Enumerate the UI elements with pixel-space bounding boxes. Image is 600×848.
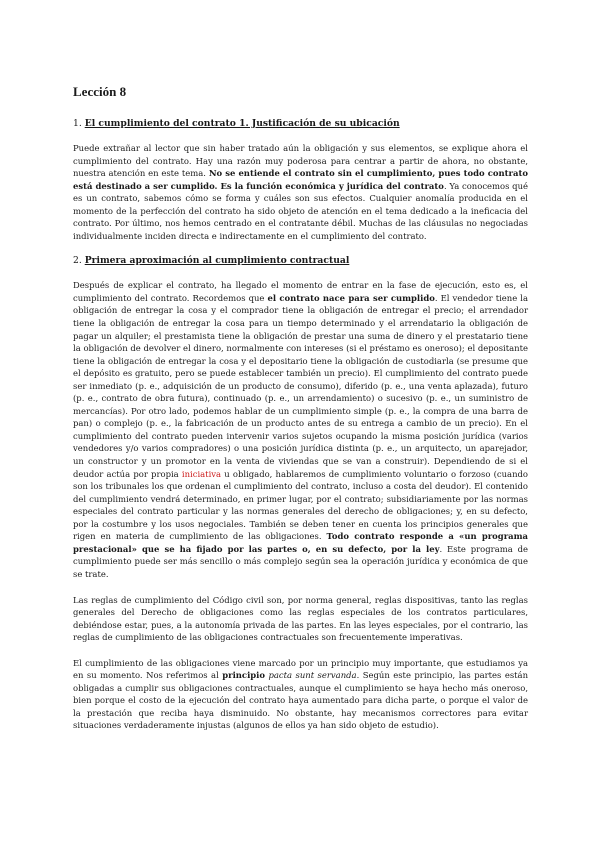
bold-run: Todo contrato responde a «un programa prestacional» que se ha fijado por las partes o, en su defecto, por la ley	[73, 531, 529, 554]
text-run: u obligado, hablaremos de cumplimiento voluntario o forzoso (cuando son los tribunales los que ordenan el cumplimiento del contrato, incluso a costa del deudor). El contenido del cumplimiento vendrá determinado, en primer lugar, por el contrato; subsidiariamente por las normas especiales del contrato particular y las normas generales del derecho de obligaciones; y, en su defecto, por la costumbre y los usos negociales. También se deben tener en cuenta los principios generales que rigen en materia de cumplimiento de las obligaciones.	[73, 468, 528, 542]
section-2-title: Primera aproximación al cumplimiento contractual	[84, 255, 350, 267]
section-2-heading	[73, 255, 528, 267]
text-run: . Según este principio, las partes están obligadas a cumplir sus obligaciones contractuales, aunque el cumplimiento se haya hecho más oneroso, bien porque el costo de la ejecución del contrato haya aumentado para dicha parte, o porque el valor de la prestación que reciba haya disminuido. No obstante, hay mecanismos correctores para evitar situaciones verdaderamente injustas (algunos de ellos ya han sido objeto de estudio).	[73, 670, 529, 731]
text-run: . El vendedor tiene la obligación de entregar la cosa y el comprador tiene la obligación de entregar el precio; el arrendador tiene la obligación de entregar la cosa para un tiempo determinado y el arrendatario la obligación de pagar un alquiler; el prestamista tiene la obligación de prestar una suma de dinero y el prestatario tiene la obligación de devolver el dinero, normalmente con intereses (si el préstamo es oneroso); el depositante tiene la obligación de entregar la cosa y el depositario tiene la obligación de custodiarla (se presume que el depósito es gratuito, pero se puede establecer también un precio). El cumplimiento del contrato puede ser inmediato (p. e., adquisición de un producto de consumo), diferido (p. e., una venta aplazada), futuro (p. e., contrato de obra futura), continuado (p. e., un arrendamiento) o sucesivo (p. e., un suministro de mercancías). Por otro lado, podemos hablar de un cumplimiento simple (p. e., la compra de una barra de pan) o complejo (p. e., la fabricación de un producto antes de su entrega a cambio de un precio). En el cumplimiento del contrato pueden intervenir varios sujetos ocupando la misma posición jurídica (varios vendedores y/o varios compradores) o una posición jurídica distinta (p. e., un arquitecto, un aparejador, un constructor y un promotor en la venta de viviendas que se van a construir). Dependiendo de si el deudor actúa por propia	[73, 292, 529, 479]
section-1-heading	[73, 118, 528, 130]
bold-run: principio	[222, 670, 266, 681]
bold-run: No se entiende el contrato sin el cumplimiento, pues todo contrato está destinado a ser cumplido. Es la función económica y jurídica del contrato	[73, 168, 528, 191]
section-1-number: 1.	[73, 118, 82, 129]
section-2-paragraph-2: Las reglas de cumplimiento del Código civil son, por norma general, reglas dispositivas, tanto las reglas generales del Derecho de obligaciones como las reglas especiales de los contratos particulares, debiéndose estar, pues, a la autonomía privada de las partes. En las leyes especiales, por el contrario, las reglas de cumplimiento de las obligaciones contractuales son frecuentemente imperativas.	[73, 594, 528, 643]
text-run: Después de explicar el contrato, ha llegado el momento de entrar en la fase de ejecución, esto es, el cumplimiento del contrato. Recordemos que	[73, 280, 528, 303]
lesson-title: Lección 8	[73, 84, 127, 99]
section-2-paragraph-1	[73, 279, 528, 580]
section-2-paragraph-3	[73, 657, 528, 732]
text-run: Puede extrañar al lector que sin haber tratado aún la obligación y sus elementos, se explique ahora el cumplimiento del contrato. Hay una razón muy poderosa para centrar a partir de ahora, no obstante, nuestra atención en este tema.	[73, 143, 528, 179]
section-1-paragraph-1	[73, 142, 528, 242]
italic-run: pacta sunt servanda	[268, 670, 357, 681]
section-2-number: 2.	[73, 255, 82, 267]
text-run: . Ya conocemos qué es un contrato, sabemos cómo se forma y cuáles son sus efectos. Cualquier anomalía producida en el momento de la perfección del contrato ha sido objeto de atención en el tema dedicado a la ineficacia del contrato. Por último, nos hemos centrado en el contratante débil. Muchas de las cláusulas no negociadas individualmente inciden directa e indirectamente en el cumplimiento del contrato.	[73, 180, 528, 241]
text-run: . Este programa de cumplimiento puede ser más sencillo o más complejo según sea la operación jurídica y económica de que se trate.	[73, 543, 528, 579]
bold-run: el contrato nace para ser cumplido	[267, 292, 435, 303]
text-run: El cumplimiento de las obligaciones viene marcado por un principio muy importante, que estudiamos ya en su momento. Nos referimos al	[73, 657, 528, 681]
section-1-title: El cumplimiento del contrato 1. Justificación de su ubicación	[84, 118, 400, 129]
highlighted-word: iniciativa	[181, 468, 222, 479]
